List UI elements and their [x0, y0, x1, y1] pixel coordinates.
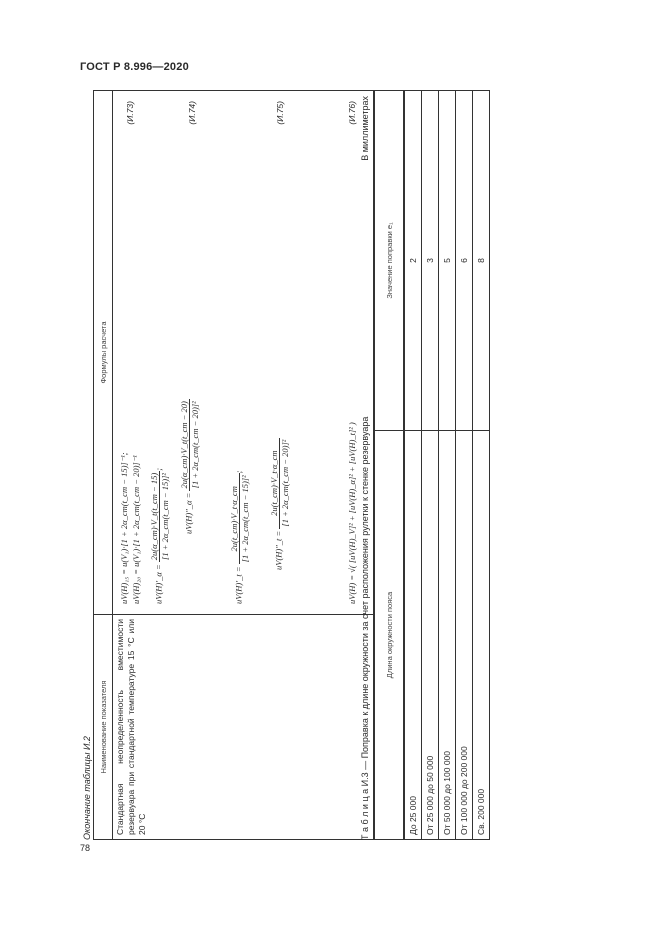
equation-number: (И.73) — [125, 101, 135, 125]
value-cell: 2 — [404, 91, 422, 431]
units-label: В миллиметрах — [360, 96, 370, 161]
range-cell: До 25 000 — [404, 431, 422, 840]
equation-number: (И.75) — [275, 101, 285, 125]
fraction: 2u(α_ст)·V_t(t_ст − 15) [1 + 2α_ст(t_ст − 15)]² — [149, 472, 170, 561]
formula-line: uV(H) = √( [uV(H)_V]² + [uV(H)_α]² + [uV(H)_t]² ) — [347, 422, 357, 604]
table-continuation-caption: Окончание таблицы И.2 — [82, 736, 92, 840]
formula-block — [115, 95, 371, 610]
fraction: 2u(α_ст)·V_t(t_ст − 20) [1 + 2α_ст(t_ст − 20)]² — [179, 401, 200, 489]
formula-line: uV(H)″_t = 2u(t_ст)·V_t·α_ст [1 + 2α_ст(t_ст − 20)]² — [269, 439, 290, 570]
range-cell: От 100 000 до 200 000 — [456, 431, 473, 840]
range-cell: Св. 200 000 — [473, 431, 490, 840]
table-row — [439, 91, 456, 840]
equation-number: (И.76) — [347, 101, 357, 125]
table-caption — [360, 90, 370, 840]
indicator-name: Стандартная неопределенность вместимости резервуара при стандартной температуре 15 °С или 20 °С — [113, 615, 374, 840]
table-title: Т а б л и ц а И.3 — Поправка к длине окружности за счет расположения рулетки к стенке резервуара — [360, 416, 370, 840]
formula-line: uV(H)′_α = 2u(α_ст)·V_t(t_ст − 15) [1 + 2α_ст(t_ст − 15)]² ; — [149, 467, 170, 604]
value-cell: 8 — [473, 91, 490, 431]
column-header-circumference: Длина окружности пояса — [375, 431, 405, 840]
formula-line: uV(H)″_α = 2u(α_ст)·V_t(t_ст − 20) [1 + 2α_ст(t_ст − 20)]² — [179, 401, 200, 534]
table-row — [404, 91, 422, 840]
equation-number: (И.74) — [187, 101, 197, 125]
table-row — [456, 91, 473, 840]
correction-table — [374, 90, 490, 840]
value-cell: 5 — [439, 91, 456, 431]
range-cell: От 50 000 до 100 000 — [439, 431, 456, 840]
column-header-correction: Значение поправки e₁ — [375, 91, 405, 431]
table-row — [473, 91, 490, 840]
fraction: 2u(t_ст)·V_t·α_ст [1 + 2α_ст(t_ст − 15)]² — [229, 475, 250, 563]
column-header-formulas: Формулы расчета — [94, 91, 113, 615]
page-number: 78 — [80, 843, 91, 853]
formula-table — [93, 90, 374, 840]
range-cell: От 25 000 до 50 000 — [422, 431, 439, 840]
formula-line: uV(H)′_t = 2u(t_ст)·V_t·α_ст [1 + 2α_ст(t_ст − 15)]² ; — [229, 470, 250, 604]
fraction: 2u(t_ст)·V_t·α_ст [1 + 2α_ст(t_ст − 20)]² — [269, 439, 290, 527]
formula-line: uV(H)₁₅ = u(V₁)·[1 + 2α_ст(t_ст − 15)]⁻¹; — [119, 452, 129, 604]
rotated-page-content — [80, 90, 500, 840]
value-cell: 3 — [422, 91, 439, 431]
column-header-indicator: Наименование показателя — [94, 615, 113, 840]
standard-header: ГОСТ Р 8.996—2020 — [80, 61, 189, 73]
table-row — [422, 91, 439, 840]
value-cell: 6 — [456, 91, 473, 431]
formula-line: uV(H)₂₀ = u(V₁)·[1 + 2α_ст(t_ст − 20)]⁻¹ — [131, 455, 141, 604]
